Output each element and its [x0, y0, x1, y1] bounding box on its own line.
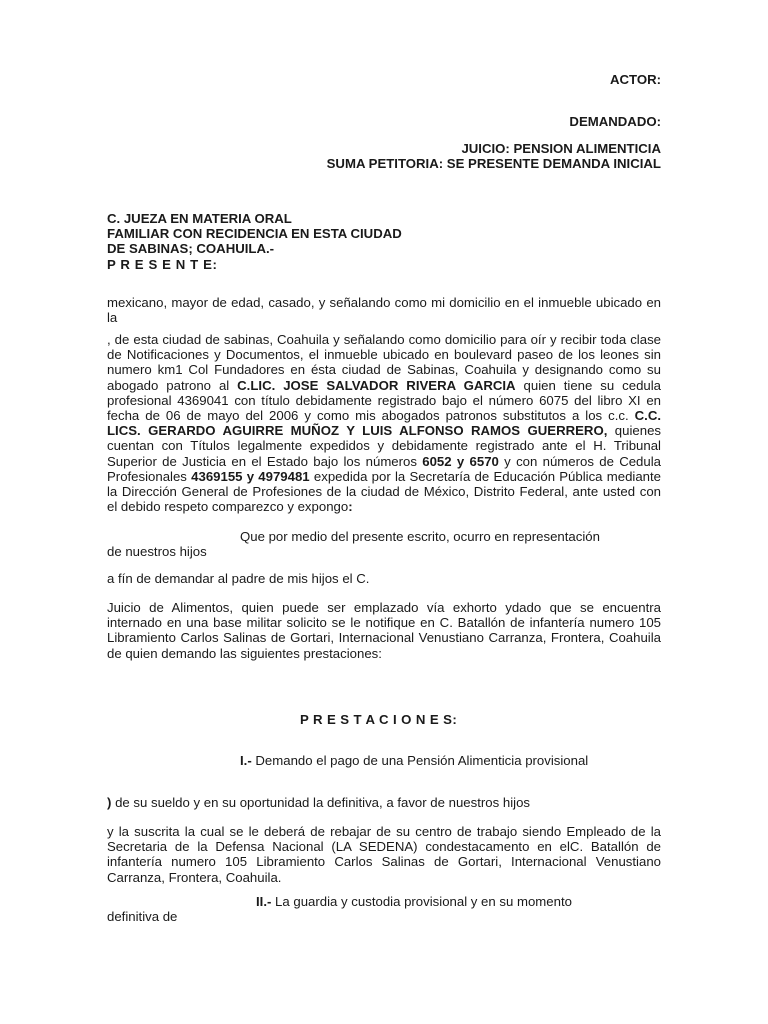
intro-paragraph-1: mexicano, mayor de edad, casado, y señalando como mi domicilio en el inmueble ubicado en la	[107, 295, 661, 326]
prestaciones-heading: P R E S T A C I O N E S:	[300, 712, 458, 727]
prestacion-ii-label: II.-	[256, 894, 272, 909]
abogado-patrono-name: C.LIC. JOSE SALVADOR RIVERA GARCIA	[237, 377, 516, 393]
suma-petitoria-label: SUMA PETITORIA: SE PRESENTE DEMANDA INICIAL	[326, 156, 661, 171]
intro-paragraph-2: , de esta ciudad de sabinas, Coahuila y señalando como domicilio para oír y recibir toda clase de Notificaciones y Documentos, el inmueble ubicado en boulevard paseo de los leones sin numero km1 Col Fundadores en ésta ciudad de Sabinas, Coahuila y designando como su abogado patrono al C.LIC. JOSE SALVADOR RIVERA GARCIA quien tiene su cedula profesional 4369041 con título debidamente registrado bajo el número 6075 del libro XI en fecha de 06 de mayo del 2006 y como mis abogados patronos substitutos a los c.c. C.C. LICS. GERARDO AGUIRRE MUÑOZ Y LUIS ALFONSO RAMOS GUERRERO, quienes cuentan con Títulos legalmente expedidos y debidamente registrado ante el H. Tribunal Superior de Justicia en el Estado bajo los números 6052 y 6570 y con números de Cedula Profesionales 4369155 y 4979481 expedida por la Secretaría de Educación Pública mediante la Dirección General de Profesiones de la ciudad de México, Distrito Federal, ante usted con el debido respeto comparezco y expongo:	[107, 332, 662, 515]
addressee-line-3: DE SABINAS; COAHUILA.-	[107, 241, 275, 257]
prestacion-i-label: I.-	[240, 753, 252, 768]
prestacion-i: I.- Demando el pago de una Pensión Alimenticia provisional	[240, 753, 589, 768]
addressee-block	[107, 211, 507, 272]
que-paragraph: Que por medio del presente escrito, ocurro en representación de nuestros hijos	[107, 529, 600, 560]
suscrita-paragraph: y la suscrita la cual se le deberá de rebajar de su centro de trabajo siendo Empleado de la Secretaria de la Defensa Nacional (LA SEDENA) condestacamento en elC. Batallón de infantería numero 105 Libramiento Carlos Salinas de Gortari, Internacional Venustiano Carranza, Frontera, Coahuila.	[107, 824, 661, 885]
cedula-numeros: 4369155 y 4979481	[191, 468, 310, 484]
demanda-padre-line: a fín de demandar al padre de mis hijos el C.	[107, 571, 370, 586]
juicio-label: JUICIO: PENSION ALIMENTICIA	[461, 141, 661, 156]
registro-numeros: 6052 y 6570	[422, 453, 499, 469]
addressee-line-2: FAMILIAR CON RECIDENCIA EN ESTA CIUDAD	[107, 226, 402, 242]
actor-label: ACTOR:	[609, 72, 661, 87]
demandado-label: DEMANDADO:	[569, 114, 661, 129]
sueldo-line: ) de su sueldo y en su oportunidad la definitiva, a favor de nuestros hijos	[107, 795, 531, 810]
abogados-substitutos-names: C.C. LICS. GERARDO AGUIRRE MUÑOZ Y LUIS ALFONSO RAMOS GUERRERO,	[107, 408, 661, 439]
addressee-line-1: C. JUEZA EN MATERIA ORAL	[107, 211, 292, 226]
juicio-alimentos-paragraph: Juicio de Alimentos, quien puede ser emplazado vía exhorto ydado que se encuentra internado en una base militar solicito se le notifique en C. Batallón de infantería numero 105 Libramiento Carlos Salinas de Gortari, Internacional Venustiano Carranza, Frontera, Coahuila de quien demando las siguientes prestaciones:	[107, 600, 661, 661]
addressee-line-4: P R E S E N T E:	[107, 256, 218, 272]
prestacion-ii: II.- La guardia y custodia provisional y en su momento definitiva de	[107, 894, 572, 925]
